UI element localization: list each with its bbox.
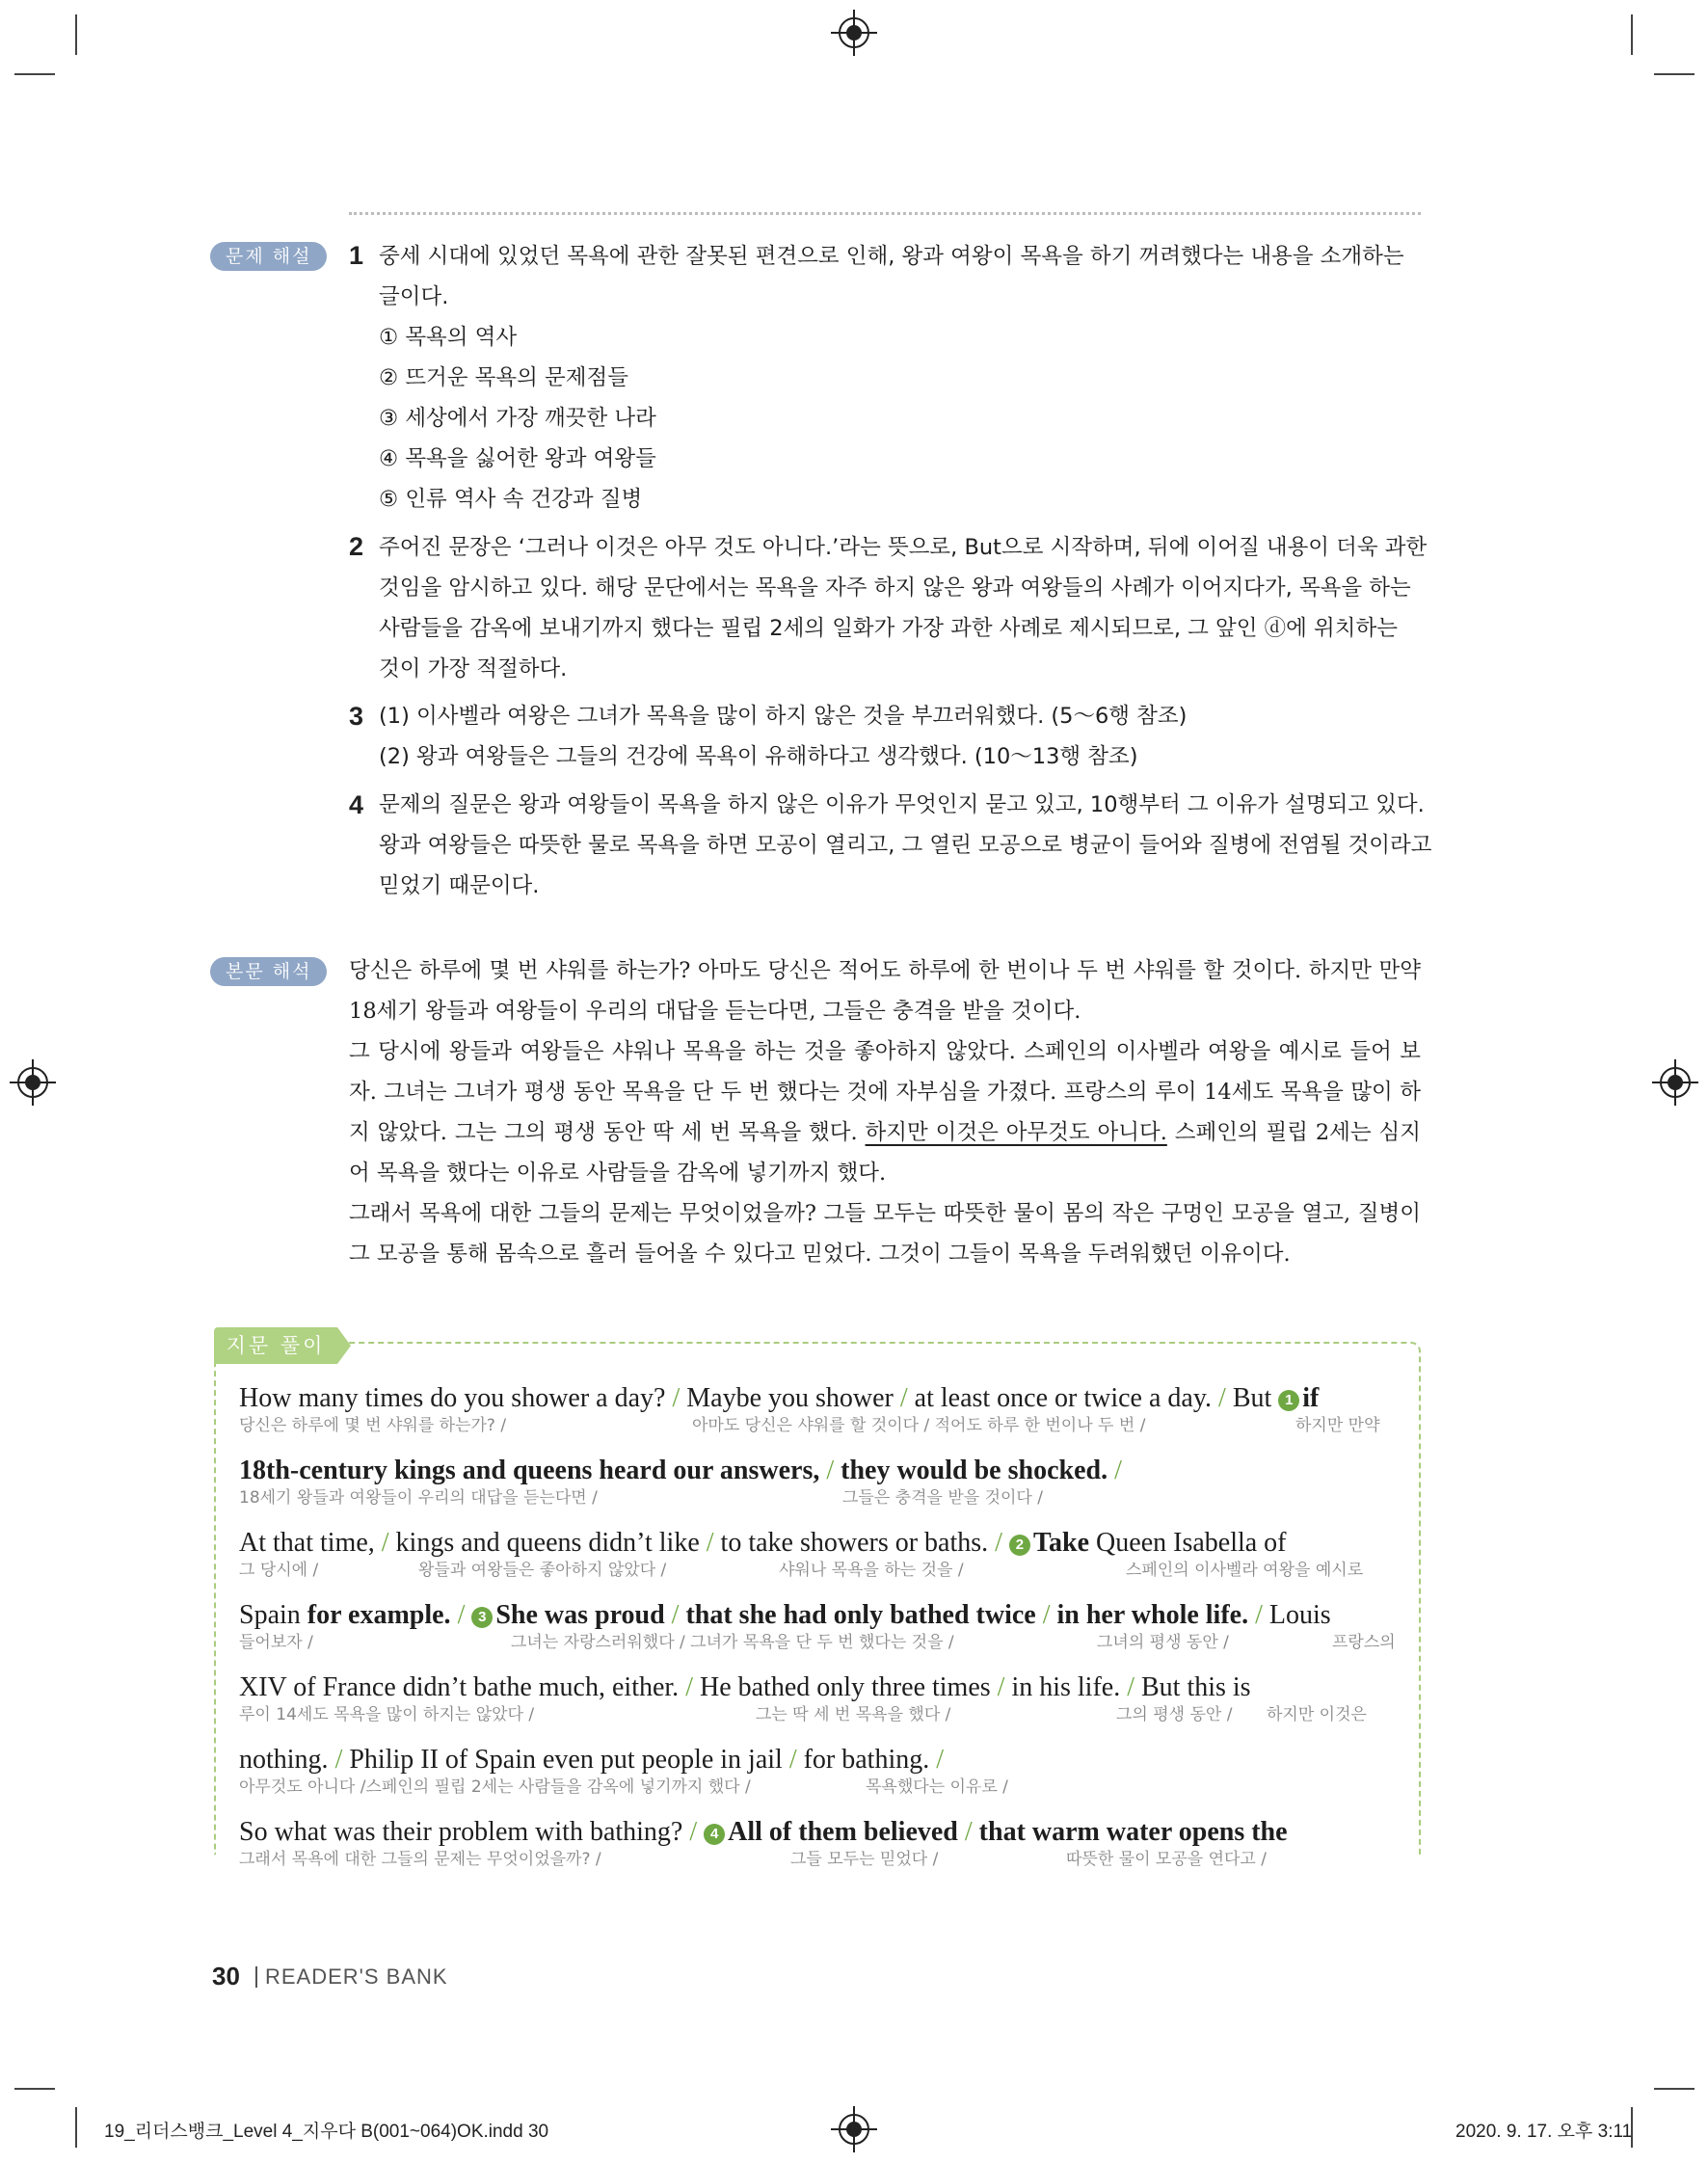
english-chunk: that warm water opens the: [978, 1817, 1288, 1847]
explanation-line: 주어진 문장은 ‘그러나 이것은 아무 것도 아니다.’라는 뜻으로, But으로 시작하며, 뒤에 이어질 내용이 더욱 과한: [379, 535, 1428, 560]
sentence-marker-icon: 1: [1278, 1390, 1299, 1411]
english-chunk: 18th-century kings and queens heard our answers,: [239, 1456, 820, 1485]
chunk-slash: /: [1035, 1600, 1057, 1630]
english-chunk: they would be shocked.: [841, 1456, 1108, 1485]
explanation-line: 사람들을 감옥에 보내기까지 했다는 필립 2세의 일화가 가장 과한 사례로 제시되므로, 그 앞인 ⓓ에 위치하는: [379, 616, 1398, 641]
underlined-sentence: 하지만 이것은 아무것도 아니다.: [865, 1120, 1167, 1145]
passage-translation: [349, 950, 1421, 1274]
korean-gloss: 하지만 만약: [1295, 1416, 1380, 1435]
chunk-slash: /: [450, 1600, 472, 1630]
explanation-line: 중세 시대에 있었던 목욕에 관한 잘못된 편견으로 인해, 왕과 여왕이 목욕을 하기 꺼려했다는 내용을 소개하는: [379, 244, 1404, 269]
crop-mark: [1654, 73, 1695, 75]
korean-gloss: 그들 모두는 믿었다 /: [790, 1850, 939, 1869]
chunk-slash: /: [679, 1672, 700, 1702]
english-chunk: in his life.: [1011, 1672, 1121, 1702]
korean-gloss: 그들은 충격을 받을 것이다 /: [842, 1488, 1043, 1508]
chunk-slash: /: [1120, 1672, 1141, 1702]
answer-option: ① 목욕의 역사: [379, 325, 518, 350]
chunk-slash: /: [893, 1383, 915, 1413]
english-chunk: Philip II of Spain even put people in jail: [349, 1745, 783, 1775]
chunk-slash: /: [929, 1745, 945, 1775]
footer-separator: [255, 1966, 257, 1988]
reading-analysis-tab: 지문 풀이: [214, 1327, 337, 1364]
question-number: 2: [349, 532, 364, 561]
chunk-slash: /: [1248, 1600, 1269, 1630]
english-chunk: nothing.: [239, 1745, 329, 1775]
korean-gloss: 그의 평생 동안 /: [1116, 1705, 1233, 1724]
answer-option: ② 뜨거운 목욕의 문제점들: [379, 365, 628, 390]
korean-gloss: 그는 딱 세 번 목욕을 했다 /: [756, 1705, 951, 1724]
answer-option: ③ 세상에서 가장 깨끗한 나라: [379, 406, 656, 431]
korean-gloss: 그 당시에 /: [239, 1561, 319, 1580]
section-divider: [349, 212, 1421, 215]
chunk-slash: /: [664, 1600, 686, 1630]
question-explanation-badge: 문제 해설: [210, 242, 327, 271]
korean-gloss-line: [239, 1414, 1392, 1437]
answer-option: ④ 목욕을 싫어한 왕과 여왕들: [379, 446, 656, 471]
print-slug-date: 2020. 9. 17. 오후 3:11: [1455, 2122, 1633, 2142]
english-chunk: All of them believed: [728, 1817, 958, 1847]
english-chunk: At that time,: [239, 1528, 375, 1558]
tab-arrow-icon: [337, 1327, 351, 1364]
explanation-line: (2) 왕과 여왕들은 그들의 건강에 목욕이 유해하다고 생각했다. (10～13행 참조): [379, 744, 1138, 769]
translation-paragraph: 그 당시에 왕들과 여왕들은 샤워나 목욕을 하는 것을 좋아하지 않았다. 스페인의 이사벨라 여왕을 예시로 들어 보자. 그녀는 그녀가 평생 동안 목욕을 단 두 번 했다는 것에 자부심을 가졌다. 프랑스의 루이 14세도 목욕을 많이 하지 않았다. 그는 그의 평생 동안 딱 세 번 목욕을 했다. 하지만 이것은 아무것도 아니다. 스페인의 필립 2세는 심지어 목욕을 했다는 이유로 사람들을 감옥에 넣기까지 했다.: [349, 1039, 1421, 1186]
korean-gloss-line: [239, 1848, 1392, 1871]
question-number: 1: [349, 241, 364, 270]
korean-gloss-line: [239, 1631, 1396, 1654]
korean-gloss: 당신은 하루에 몇 번 샤워를 하는가? /: [239, 1416, 507, 1435]
korean-gloss: 18세기 왕들과 여왕들이 우리의 대답을 듣는다면 /: [239, 1488, 598, 1508]
korean-gloss-line: [239, 1703, 1392, 1726]
english-sentence: [239, 1454, 1392, 1488]
english-chunk: But: [1232, 1383, 1279, 1413]
korean-gloss-line: [239, 1776, 1392, 1799]
english-sentence: [239, 1598, 1392, 1633]
english-chunk: to take showers or baths.: [720, 1528, 989, 1558]
english-chunk: kings and queens didn’t like: [395, 1528, 700, 1558]
english-sentence: [239, 1526, 1392, 1561]
chunk-slash: /: [990, 1672, 1012, 1702]
english-chunk: at least once or twice a day.: [914, 1383, 1213, 1413]
english-chunk: for example.: [307, 1600, 451, 1630]
english-sentence: [239, 1381, 1392, 1416]
translation-paragraph: 당신은 하루에 몇 번 샤워를 하는가? 아마도 당신은 적어도 하루에 한 번이나 두 번 샤워를 할 것이다. 하지만 만약 18세기 왕들과 여왕들이 우리의 대답을 듣는다면, 그들은 충격을 받을 것이다.: [349, 958, 1421, 1024]
book-title: READER'S BANK: [265, 1964, 448, 1989]
explanation-line: 것이 가장 적절하다.: [379, 656, 568, 681]
explanation-line: (1) 이사벨라 여왕은 그녀가 목욕을 많이 하지 않은 것을 부끄러워했다. (5～6행 참조): [379, 704, 1188, 729]
chunk-slash: /: [665, 1383, 687, 1413]
passage-translation-badge: 본문 해석: [210, 957, 327, 986]
korean-gloss: 아마도 당신은 샤워를 할 것이다 / 적어도 하루 한 번이나 두 번 /: [692, 1416, 1146, 1435]
english-chunk: So what was their problem with bathing?: [239, 1817, 683, 1847]
explanation-line: 믿었기 때문이다.: [379, 873, 540, 898]
chunk-slash: /: [699, 1528, 721, 1558]
registration-mark-icon: [17, 1067, 48, 1098]
sentence-marker-icon: 2: [1009, 1535, 1030, 1556]
english-chunk: How many times do you shower a day?: [239, 1383, 666, 1413]
chunk-slash: /: [374, 1528, 396, 1558]
english-sentence: [239, 1743, 1392, 1777]
english-chunk: that she had only bathed twice: [685, 1600, 1036, 1630]
korean-gloss: 목욕했다는 이유로 /: [866, 1777, 1008, 1797]
korean-gloss: 샤워나 목욕을 하는 것을 /: [779, 1561, 964, 1580]
chunk-slash: /: [782, 1745, 804, 1775]
page-number: 30: [212, 1962, 240, 1990]
korean-gloss-line: [239, 1559, 1392, 1582]
english-chunk: in her whole life.: [1056, 1600, 1249, 1630]
english-chunk: Louis: [1268, 1600, 1331, 1630]
korean-gloss: 따뜻한 물이 모공을 연다고 /: [1066, 1850, 1267, 1869]
registration-mark-icon: [1660, 1067, 1691, 1098]
english-chunk: for bathing.: [803, 1745, 930, 1775]
korean-gloss: 그녀의 평생 동안 /: [1097, 1633, 1229, 1652]
chunk-slash: /: [682, 1817, 705, 1847]
registration-mark-icon: [839, 17, 869, 48]
english-chunk: She was proud: [495, 1600, 665, 1630]
explanation-line: 왕과 여왕들은 따뜻한 물로 목욕을 하면 모공이 열리고, 그 열린 모공으로 병균이 들어와 질병에 전염될 것이라고: [379, 833, 1432, 858]
korean-gloss: 프랑스의: [1332, 1633, 1396, 1652]
korean-gloss-line: [239, 1486, 1392, 1509]
chunk-slash: /: [1108, 1456, 1122, 1485]
korean-gloss: 하지만 이것은: [1267, 1705, 1367, 1724]
sentence-marker-icon: 3: [471, 1607, 493, 1628]
crop-mark: [1631, 14, 1633, 55]
korean-gloss: 그래서 목욕에 대한 그들의 문제는 무엇이었을까? /: [239, 1850, 601, 1869]
chunk-slash: /: [819, 1456, 841, 1485]
korean-gloss: 들어보자 /: [239, 1633, 313, 1652]
print-slug-file: 19_리더스뱅크_Level 4_지우다 B(001~064)OK.indd 30: [104, 2122, 549, 2142]
korean-gloss: 왕들과 여왕들은 좋아하지 않았다 /: [418, 1561, 667, 1580]
english-sentence: [239, 1815, 1392, 1850]
english-sentence: [239, 1670, 1392, 1705]
english-chunk: Take: [1032, 1528, 1090, 1558]
question-number: 3: [349, 702, 364, 731]
english-chunk: Maybe you shower: [686, 1383, 894, 1413]
english-chunk: Queen Isabella of: [1089, 1528, 1287, 1558]
crop-mark: [1654, 2088, 1695, 2090]
english-chunk: Spain: [239, 1600, 307, 1630]
english-chunk: if: [1302, 1383, 1320, 1413]
crop-mark: [75, 2107, 77, 2148]
registration-mark-icon: [839, 2114, 869, 2145]
crop-mark: [75, 14, 77, 55]
sentence-marker-icon: 4: [704, 1824, 725, 1845]
chunk-slash: /: [957, 1817, 979, 1847]
explanation-line: 글이다.: [379, 284, 449, 309]
english-chunk: XIV of France didn’t bathe much, either.: [239, 1672, 680, 1702]
english-chunk: But this is: [1140, 1672, 1251, 1702]
crop-mark: [14, 73, 55, 75]
question-number: 4: [349, 790, 364, 819]
chunk-slash: /: [328, 1745, 350, 1775]
translation-paragraph: 그래서 목욕에 대한 그들의 문제는 무엇이었을까? 그들 모두는 따뜻한 물이 몸의 작은 구멍인 모공을 열고, 질병이 그 모공을 통해 몸속으로 흘러 들어올 수 있다고 믿었다. 그것이 그들이 목욕을 두려워했던 이유이다.: [349, 1201, 1421, 1267]
explanation-line: 것임을 암시하고 있다. 해당 문단에서는 목욕을 자주 하지 않은 왕과 여왕들의 사례가 이어지다가, 목욕을 하는: [379, 575, 1411, 601]
answer-option: ⑤ 인류 역사 속 건강과 질병: [379, 487, 643, 512]
korean-gloss: 그녀는 자랑스러워했다 / 그녀가 목욕을 단 두 번 했다는 것을 /: [511, 1633, 954, 1652]
korean-gloss: 스페인의 이사벨라 여왕을 예시로: [1126, 1561, 1364, 1580]
chunk-slash: /: [988, 1528, 1009, 1558]
english-chunk: He bathed only three times: [699, 1672, 991, 1702]
explanation-line: 문제의 질문은 왕과 여왕들이 목욕을 하지 않은 이유가 무엇인지 묻고 있고, 10행부터 그 이유가 설명되고 있다.: [379, 792, 1425, 817]
crop-mark: [14, 2088, 55, 2090]
korean-gloss: 아무것도 아니다 /스페인의 필립 2세는 사람들을 감옥에 넣기까지 했다 /: [239, 1777, 751, 1797]
chunk-slash: /: [1212, 1383, 1233, 1413]
korean-gloss: 루이 14세도 목욕을 많이 하지는 않았다 /: [239, 1705, 535, 1724]
